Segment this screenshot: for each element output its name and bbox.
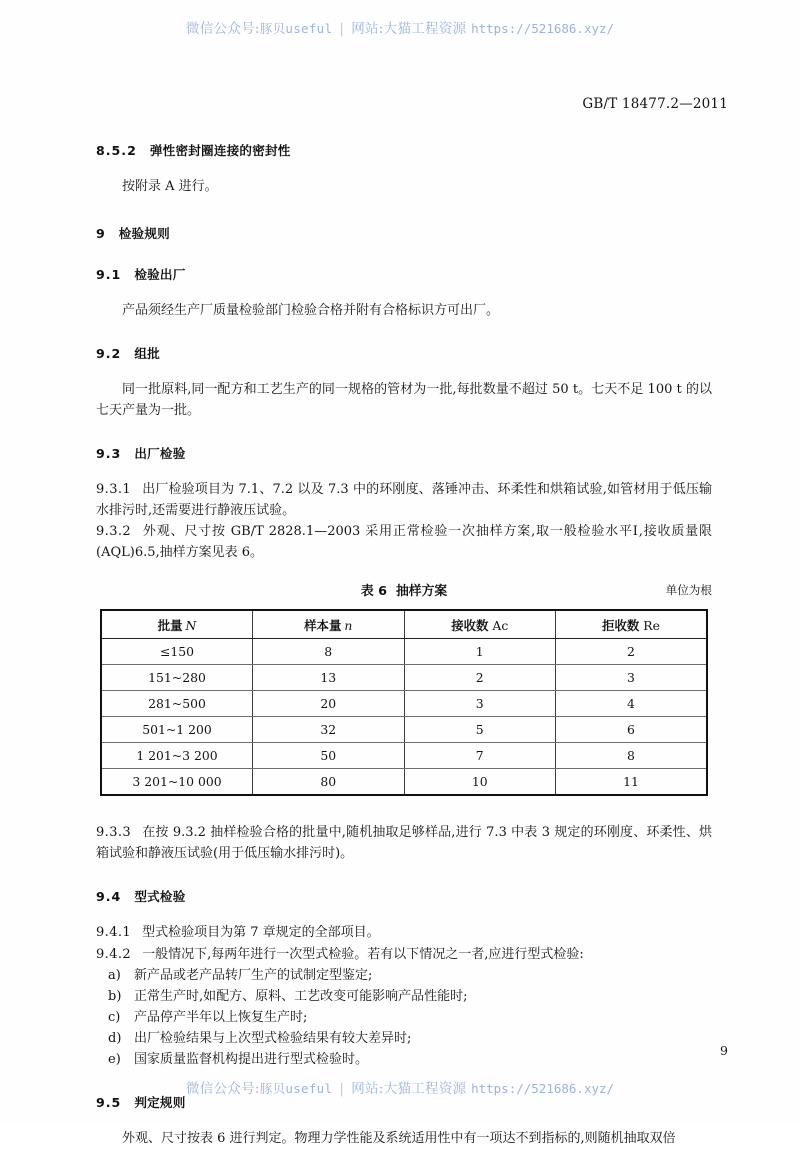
paragraph-9-3-1: [96, 479, 712, 521]
list-item: [96, 1007, 712, 1028]
column-header-accept-number-symbol: Ac: [492, 617, 509, 633]
column-header-reject-number-text: 拒收数: [602, 617, 640, 633]
table-6-caption-row: [96, 580, 712, 600]
heading-8-5-2-number: 8.5.2: [96, 143, 137, 158]
watermark-separator: |: [339, 21, 345, 37]
watermark-wechat-label: 微信公众号:: [185, 21, 260, 37]
cell-reject-number: 3: [556, 665, 708, 691]
table-6-label: 表 6: [360, 584, 387, 600]
table-6-unit-note: 单位为根: [665, 583, 712, 598]
watermark-wechat-value: 豚贝useful: [259, 1081, 333, 1096]
heading-9-4: [96, 886, 712, 905]
heading-9-text: 检验规则: [118, 226, 170, 242]
table-6-caption: [96, 580, 712, 599]
cell-sample-size: 80: [253, 769, 405, 796]
cell-batch-size: 151~280: [101, 665, 253, 691]
heading-8-5-2-text: 弹性密封圈连接的密封性: [149, 143, 291, 158]
column-header-reject-number: [556, 610, 708, 639]
watermark-top: [0, 17, 800, 37]
table-header-row: [101, 610, 707, 639]
cell-reject-number: 8: [556, 743, 708, 769]
document-content: [96, 140, 712, 1149]
heading-9-number: 9: [96, 226, 106, 242]
cell-accept-number: 10: [404, 769, 556, 796]
list-item-marker: d): [108, 1030, 122, 1046]
paragraph-8-5-2: 按附录 A 进行。: [122, 179, 218, 194]
paragraph-9-3-3-text: 在按 9.3.2 抽样检验合格的批量中,随机抽取足够样品,进行 7.3 中表 3 规定的环刚度、环柔性、烘箱试验和静液压试验(用于低压输水排污时)。: [96, 825, 712, 862]
watermark-site-label: 网站:: [351, 1081, 384, 1097]
column-header-sample-size: [253, 610, 405, 639]
table-row: [101, 665, 707, 691]
cell-sample-size: 13: [253, 665, 405, 691]
paragraph-9-3-1-text: 出厂检验项目为 7.1、7.2 以及 7.3 中的环刚度、落锤冲击、环柔性和烘箱试验,如管材用于低压输水排污时,还需要进行静液压试验。: [96, 482, 712, 519]
table-6-sampling-plan: [100, 609, 708, 796]
paragraph-9-3-3-number: 9.3.3: [96, 825, 132, 841]
table-row: [101, 743, 707, 769]
list-item: [96, 1028, 712, 1049]
list-item-marker: c): [108, 1009, 121, 1025]
column-header-batch-size: [101, 610, 253, 639]
heading-9-2: [96, 343, 712, 362]
heading-9-1: [96, 264, 712, 283]
heading-9-1-number: 9.1: [96, 267, 122, 283]
cell-accept-number: 2: [404, 665, 556, 691]
heading-9: [96, 223, 712, 242]
watermark-site-value: 大猫工程资源: [383, 1081, 467, 1097]
table-row: [101, 717, 707, 743]
standard-number-header: [582, 96, 728, 112]
heading-8-5-2: [96, 140, 712, 159]
cell-accept-number: 1: [404, 639, 556, 665]
list-item-marker: b): [108, 988, 122, 1004]
paragraph-9-3-2-text: 外观、尺寸按 GB/T 2828.1—2003 采用正常检验一次抽样方案,取一般检验水平Ⅰ,接收质量限(AQL)6.5,抽样方案见表 6。: [96, 524, 712, 561]
watermark-wechat-value: 豚贝useful: [259, 21, 333, 36]
table-row: [101, 691, 707, 717]
list-item-text: 正常生产时,如配方、原料、工艺改变可能影响产品性能时;: [134, 988, 468, 1004]
watermark-bottom: [0, 1077, 800, 1097]
list-item-marker: e): [108, 1051, 121, 1067]
paragraph-9-4-2: [96, 944, 712, 965]
cell-accept-number: 5: [404, 717, 556, 743]
cell-batch-size: 501~1 200: [101, 717, 253, 743]
paragraph-9-3-2-number: 9.3.2: [96, 524, 132, 540]
heading-9-3-text: 出厂检验: [134, 446, 186, 462]
list-item-text: 新产品或老产品转厂生产的试制定型鉴定;: [134, 967, 373, 983]
paragraph-9-3-3: [96, 822, 712, 864]
paragraph-9-4-2-number: 9.4.2: [96, 946, 132, 962]
paragraph-9-1: 产品须经生产厂质量检验部门检验合格并附有合格标识方可出厂。: [122, 303, 500, 319]
heading-9-3-number: 9.3: [96, 446, 122, 462]
paragraph-9-4-1: [96, 922, 712, 943]
watermark-url: https://521686.xyz/: [471, 1081, 615, 1096]
paragraph-9-4-2-text: 一般情况下,每两年进行一次型式检验。若有以下情况之一者,应进行型式检验:: [142, 946, 584, 962]
watermark-wechat-label: 微信公众号:: [185, 1081, 260, 1097]
cell-reject-number: 11: [623, 774, 639, 790]
column-header-sample-size-text: 样本量: [304, 617, 342, 633]
paragraph-9-2: 同一批原料,同一配方和工艺生产的同一规格的管材为一批,每批数量不超过 50 t。七天不足 100 t 的以七天产量为一批。: [96, 382, 712, 419]
table-row: [101, 639, 707, 665]
cell-sample-size: 50: [253, 743, 405, 769]
heading-9-2-number: 9.2: [96, 346, 122, 362]
cell-accept-number: 3: [404, 691, 556, 717]
cell-accept-number: 7: [404, 743, 556, 769]
cell-batch-size: 3 201~10 000: [101, 769, 253, 796]
heading-9-3: [96, 443, 712, 462]
heading-9-4-text: 型式检验: [134, 889, 186, 905]
table-6-title: 抽样方案: [395, 584, 448, 600]
table-body: [101, 639, 707, 796]
heading-9-5-text: 判定规则: [134, 1094, 186, 1110]
type-test-conditions-list: [96, 965, 712, 1070]
cell-reject-number: 2: [556, 639, 708, 665]
watermark-url: https://521686.xyz/: [471, 21, 615, 36]
cell-batch-size: ≤150: [101, 639, 253, 665]
table-row: [101, 769, 707, 796]
heading-9-5-number: 9.5: [96, 1094, 122, 1110]
watermark-site-label: 网站:: [351, 21, 384, 37]
paragraph-9-4-1-number: 9.4.1: [96, 925, 132, 941]
list-item: [96, 986, 712, 1007]
paragraph-9-3-2: [96, 521, 712, 563]
cell-batch-size: 1 201~3 200: [101, 743, 253, 769]
column-header-reject-number-symbol: Re: [643, 617, 660, 633]
standard-number: GB/T 18477.2—2011: [582, 96, 728, 112]
cell-reject-number: 6: [556, 717, 708, 743]
heading-9-2-text: 组批: [134, 346, 160, 362]
list-item-text: 出厂检验结果与上次型式检验结果有较大差异时;: [134, 1030, 412, 1046]
page-number: 9: [720, 1043, 728, 1058]
column-header-batch-size-text: 批量: [157, 617, 183, 633]
cell-sample-size: 20: [253, 691, 405, 717]
list-item: [96, 965, 712, 986]
column-header-batch-size-symbol: N: [185, 617, 197, 633]
list-item-text: 产品停产半年以上恢复生产时;: [134, 1009, 308, 1025]
column-header-sample-size-symbol: n: [344, 617, 353, 633]
heading-9-1-text: 检验出厂: [134, 267, 186, 283]
list-item-text: 国家质量监督机构提出进行型式检验时。: [134, 1051, 369, 1067]
paragraph-9-5: 外观、尺寸按表 6 进行判定。物理力学性能及系统适用性中有一项达不到指标的,则随机抽取双倍: [122, 1130, 676, 1146]
cell-reject-number: 4: [556, 691, 708, 717]
column-header-accept-number-text: 接收数: [451, 617, 489, 633]
cell-batch-size: 281~500: [101, 691, 253, 717]
heading-9-4-number: 9.4: [96, 889, 122, 905]
list-item: [96, 1049, 712, 1070]
watermark-separator: |: [339, 1081, 345, 1097]
cell-sample-size: 32: [253, 717, 405, 743]
paragraph-9-4-1-text: 型式检验项目为第 7 章规定的全部项目。: [142, 925, 380, 941]
list-item-marker: a): [108, 967, 121, 983]
column-header-accept-number: [404, 610, 556, 639]
paragraph-9-3-1-number: 9.3.1: [96, 482, 132, 498]
watermark-site-value: 大猫工程资源: [383, 21, 467, 37]
cell-sample-size: 8: [253, 639, 405, 665]
